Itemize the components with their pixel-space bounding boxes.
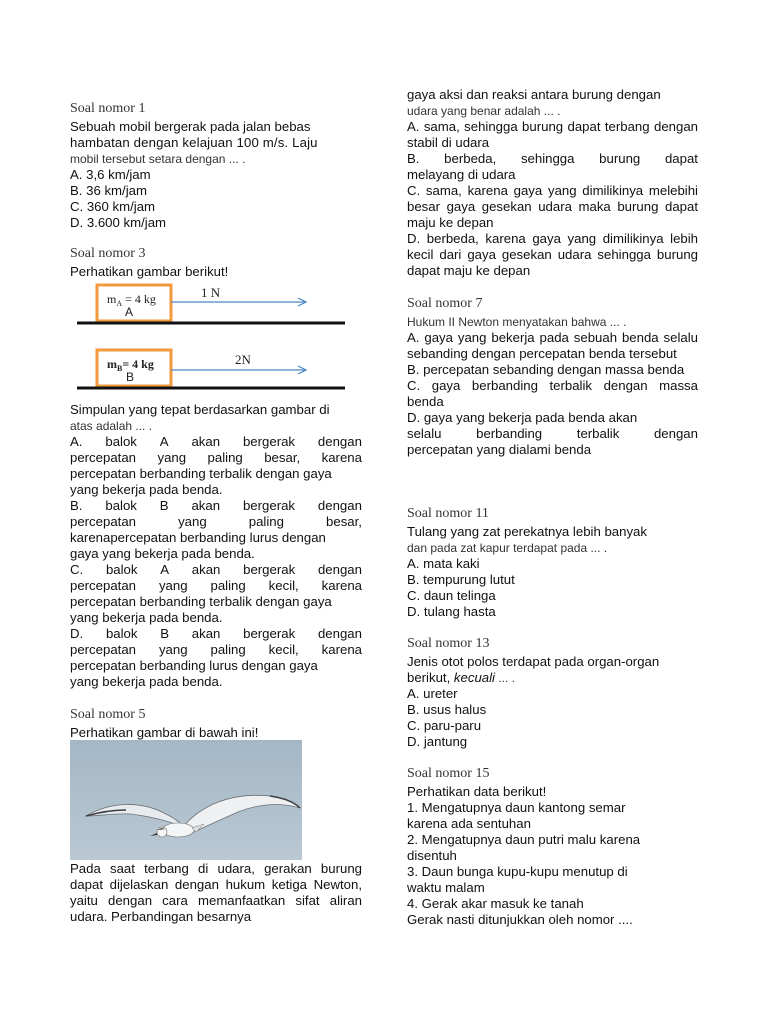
question-15-item-3: 3. Daun bunga kupu-kupu menutup di (407, 864, 628, 879)
question-13-option-a: A. ureter (407, 686, 458, 701)
question-5-prompt: Perhatikan gambar di bawah ini! (70, 725, 259, 740)
question-7-stem: Hukum II Newton menyatakan bahwa ... . (407, 315, 627, 329)
question-3-option-b-line-2: percepatan yang paling besar, (70, 514, 362, 529)
question-3-option-b-line-4: gaya yang bekerja pada benda. (70, 546, 255, 561)
question-15-item-4: 4. Gerak akar masuk ke tanah (407, 896, 584, 911)
question-3 (70, 246, 362, 280)
question-13-stem-2: berikut, kecuali ... . (407, 670, 515, 685)
question-3-stem-2: atas adalah ... . (70, 419, 153, 433)
question-15 (407, 766, 698, 928)
question-3-option-b-line-3: karenapercepatan berbanding lurus dengan (70, 530, 326, 545)
question-15-heading: Soal nomor 15 (407, 766, 490, 781)
question-3-option-b-line-1: B. balok B akan bergerak dengan (70, 498, 362, 513)
question-5-option-d: D. berbeda, karena gaya yang dimilikinya lebih kecil dari gaya gesekan udara sehingga burung dapat maju ke depan (407, 231, 698, 278)
question-1-line-1: Sebuah mobil bergerak pada jalan bebas (70, 119, 311, 134)
question-13-stem-1: Jenis otot polos terdapat pada organ-organ (407, 654, 660, 669)
question-11-stem-1: Tulang yang zat perekatnya lebih banyak (407, 524, 647, 539)
question-1-option-a: A. 3,6 km/jam (70, 167, 151, 182)
block-a-mass: $m_A = 4$ kg (107, 292, 156, 308)
question-3-option-d-line-1: D. balok B akan bergerak dengan (70, 626, 362, 641)
question-13-option-c: C. paru-paru (407, 718, 482, 733)
question-13 (407, 636, 698, 750)
question-5-heading: Soal nomor 5 (70, 707, 146, 722)
question-11-option-d: D. tulang hasta (407, 604, 496, 619)
question-1 (70, 101, 362, 231)
question-3-option-d-line-3: percepatan berbanding lurus dengan gaya (70, 658, 318, 673)
question-5-option-a: A. sama, sehingga burung dapat terbang dengan stabil di udara (407, 119, 698, 150)
question-5-option-c: C. sama, karena gaya yang dimilikinya melebihi besar gaya gesekan udara maka burung dapat maju ke depan (407, 183, 698, 230)
question-15-item-1-cont: karena ada sentuhan (407, 816, 531, 831)
question-13-option-b: B. usus halus (407, 702, 487, 717)
question-15-item-2: 2. Mengatupnya daun putri malu karena (407, 832, 641, 847)
question-1-heading: Soal nomor 1 (70, 101, 146, 116)
question-11-option-a: A. mata kaki (407, 556, 480, 571)
bird-photo (70, 740, 302, 860)
question-7-heading: Soal nomor 7 (407, 296, 483, 311)
question-5-cont-line-1: gaya aksi dan reaksi antara burung dengan (407, 87, 661, 102)
question-7-option-d-line-2: selalu berbanding terbalik dengan (407, 426, 698, 441)
question-11 (407, 506, 698, 620)
question-15-question: Gerak nasti ditunjukkan oleh nomor .... (407, 912, 633, 927)
question-3-option-c-line-3: percepatan berbanding terbalik dengan gaya (70, 594, 332, 609)
question-5-body (70, 861, 362, 925)
question-3-option-a-line-1: A. balok A akan bergerak dengan (70, 434, 362, 449)
question-1-option-b: B. 36 km/jam (70, 183, 147, 198)
question-7-option-b: B. percepatan sebanding dengan massa benda (407, 362, 685, 377)
question-13-heading: Soal nomor 13 (407, 636, 490, 651)
force-diagram (70, 280, 350, 395)
question-3-option-c-line-1: C. balok A akan bergerak dengan (70, 562, 362, 577)
question-11-stem-2: dan pada zat kapur terdapat pada ... . (407, 541, 608, 555)
question-5-continued (407, 87, 698, 279)
question-11-option-b: B. tempurung lutut (407, 572, 515, 587)
question-15-item-2-cont: disentuh (407, 848, 457, 863)
question-5-option-b-line-1: B. berbeda, sehingga burung dapat (407, 151, 698, 166)
question-3-option-d-line-4: yang bekerja pada benda. (70, 674, 223, 689)
question-3-body (70, 402, 362, 690)
question-7 (407, 296, 698, 458)
question-3-prompt: Perhatikan gambar berikut! (70, 264, 229, 279)
question-15-item-1: 1. Mengatupnya daun kantong semar (407, 800, 626, 815)
question-3-option-c-line-2: percepatan yang paling kecil, karena (70, 578, 362, 593)
question-5-option-b-line-2: melayang di udara (407, 167, 516, 182)
question-3-option-a-line-2: percepatan yang paling besar, karena (70, 450, 362, 465)
question-7-option-c: C. gaya berbanding terbalik dengan massa benda (407, 378, 698, 409)
question-1-option-d: D. 3.600 km/jam (70, 215, 167, 230)
question-7-option-d-line-3: percepatan yang dialami benda (407, 442, 592, 457)
question-11-option-c: C. daun telinga (407, 588, 496, 603)
question-11-heading: Soal nomor 11 (407, 506, 489, 521)
question-3-option-a-line-3: percepatan berbanding terbalik dengan gaya (70, 466, 332, 481)
question-3-stem-1: Simpulan yang tepat berdasarkan gambar di (70, 402, 330, 417)
question-1-line-2: hambatan dengan kelajuan 100 m/s. Laju (70, 135, 318, 150)
force-b-label: 2N (235, 352, 251, 367)
question-3-heading: Soal nomor 3 (70, 246, 146, 261)
question-15-item-3-cont: waktu malam (407, 880, 485, 895)
block-b-label: B (126, 370, 135, 384)
question-7-option-d-line-1: D. gaya yang bekerja pada benda akan (407, 410, 638, 425)
question-5 (70, 707, 362, 741)
block-b-mass: $m_B= 4$ kg (107, 357, 154, 373)
question-5-text: Pada saat terbang di udara, gerakan burung dapat dijelaskan dengan hukum ketiga Newton, yaitu dengan cara memanfaatkan sifat aliran udara. Perbandingan besarnya (70, 861, 362, 924)
question-3-option-d-line-2: percepatan yang paling kecil, karena (70, 642, 362, 657)
question-3-option-a-line-4: yang bekerja pada benda. (70, 482, 223, 497)
question-7-option-a: A. gaya yang bekerja pada sebuah benda selalu sebanding dengan percepatan benda tersebut (407, 330, 698, 361)
question-1-line-3: mobil tersebut setara dengan ... . (70, 152, 246, 166)
question-5-cont-line-2: udara yang benar adalah ... . (407, 104, 561, 118)
question-1-option-c: C. 360 km/jam (70, 199, 156, 214)
block-a-label: A (125, 305, 134, 319)
question-13-option-d: D. jantung (407, 734, 468, 749)
question-15-prompt: Perhatikan data berikut! (407, 784, 547, 799)
force-a-label: 1 N (201, 285, 221, 300)
question-3-option-c-line-4: yang bekerja pada benda. (70, 610, 223, 625)
